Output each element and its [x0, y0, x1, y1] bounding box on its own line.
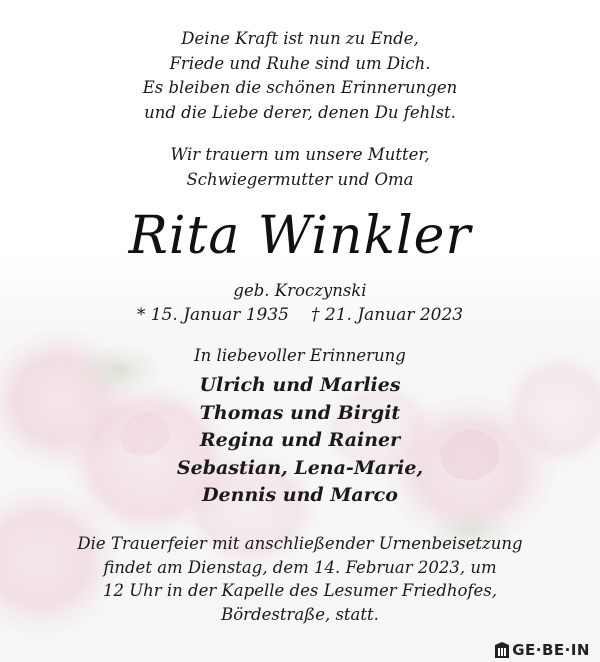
- life-dates: [0, 303, 600, 328]
- family-member: Ulrich und Marlies: [199, 374, 401, 396]
- poem-line: Es bleiben die schönen Erinnerungen: [142, 78, 458, 97]
- notice-line: Die Trauerfeier mit anschließender Urnenbeisetzung: [77, 534, 523, 553]
- family-member: Thomas und Birgit: [199, 401, 401, 424]
- deceased-name: Rita Winkler: [128, 206, 472, 266]
- poem-line: und die Liebe derer, denen Du fehlst.: [144, 102, 456, 122]
- poem: [0, 27, 600, 125]
- family-list: [0, 372, 600, 510]
- intro-line: Schwiegermutter und Oma: [186, 169, 414, 189]
- gebein-logo-icon: [495, 642, 509, 658]
- gebein-logo: [495, 640, 590, 660]
- remembrance-line: In liebevoller Erinnerung: [194, 346, 406, 365]
- mourning-intro: [0, 143, 600, 192]
- birth-name: geb. Kroczynski: [233, 281, 367, 300]
- intro-line: Wir trauern um unsere Mutter,: [170, 145, 430, 164]
- family-member: Regina und Rainer: [199, 429, 401, 451]
- family-member: Dennis und Marco: [202, 484, 398, 506]
- poem-line: Friede und Ruhe sind um Dich.: [169, 53, 431, 73]
- funeral-notice: [0, 532, 600, 626]
- death-date: † 21. Januar 2023: [311, 305, 464, 325]
- birth-date: * 15. Januar 1935: [136, 305, 289, 325]
- notice-line: 12 Uhr in der Kapelle des Lesumer Friedhofes,: [102, 581, 498, 600]
- poem-line: Deine Kraft ist nun zu Ende,: [181, 29, 419, 48]
- notice-line: findet am Dienstag, dem 14. Februar 2023, um: [103, 557, 497, 577]
- logo-text: GE·BE·IN: [512, 641, 590, 659]
- family-member: Sebastian, Lena-Marie,: [176, 456, 424, 479]
- notice-line: Bördestraße, statt.: [221, 604, 379, 624]
